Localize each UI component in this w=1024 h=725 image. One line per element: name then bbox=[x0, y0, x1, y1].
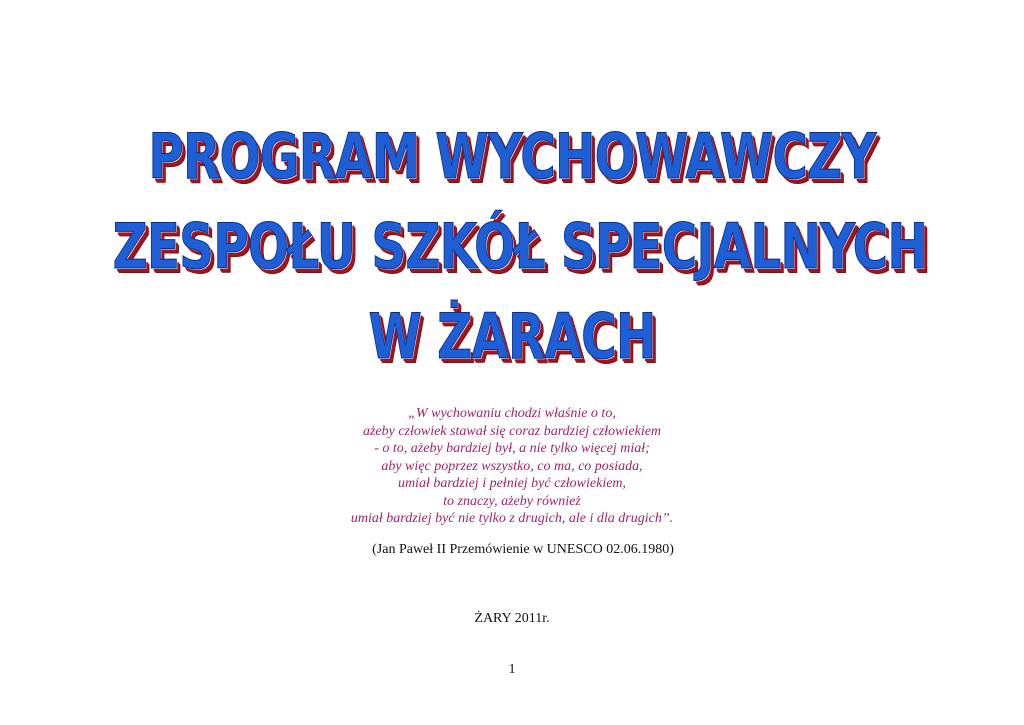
place-and-date: ŻARY 2011r. bbox=[474, 611, 550, 626]
quote-line-4: aby więc poprzez wszystko, co ma, co posiada, bbox=[381, 458, 643, 474]
title-line-1: PROGRAM WYCHOWAWCZY bbox=[148, 120, 876, 193]
document-title bbox=[0, 112, 1024, 382]
title-line-3: W ŻARACH bbox=[368, 300, 656, 373]
quote-line-6: to znaczy, ażeby również bbox=[443, 493, 581, 509]
quote-line-3: - o to, ażeby bardziej był, a nie tylko więcej miał; bbox=[374, 441, 650, 456]
page-number: 1 bbox=[508, 662, 516, 677]
quote-line-2: ażeby człowiek stawał się coraz bardziej człowiekiem bbox=[362, 423, 662, 439]
quote-line-5: umiał bardziej i pełniej być człowiekiem, bbox=[397, 476, 627, 491]
quote-line-7: umiał bardziej być nie tylko z drugich, ale i dla drugich”. bbox=[350, 511, 674, 526]
title-line-2: ZESPOŁU SZKÓŁ SPECJALNYCH bbox=[112, 210, 928, 283]
quote-attribution: (Jan Paweł II Przemówienie w UNESCO 02.06.1980) bbox=[372, 542, 674, 557]
quote-line-1: „W wychowaniu chodzi właśnie o to, bbox=[408, 406, 616, 421]
quote bbox=[0, 405, 1024, 528]
